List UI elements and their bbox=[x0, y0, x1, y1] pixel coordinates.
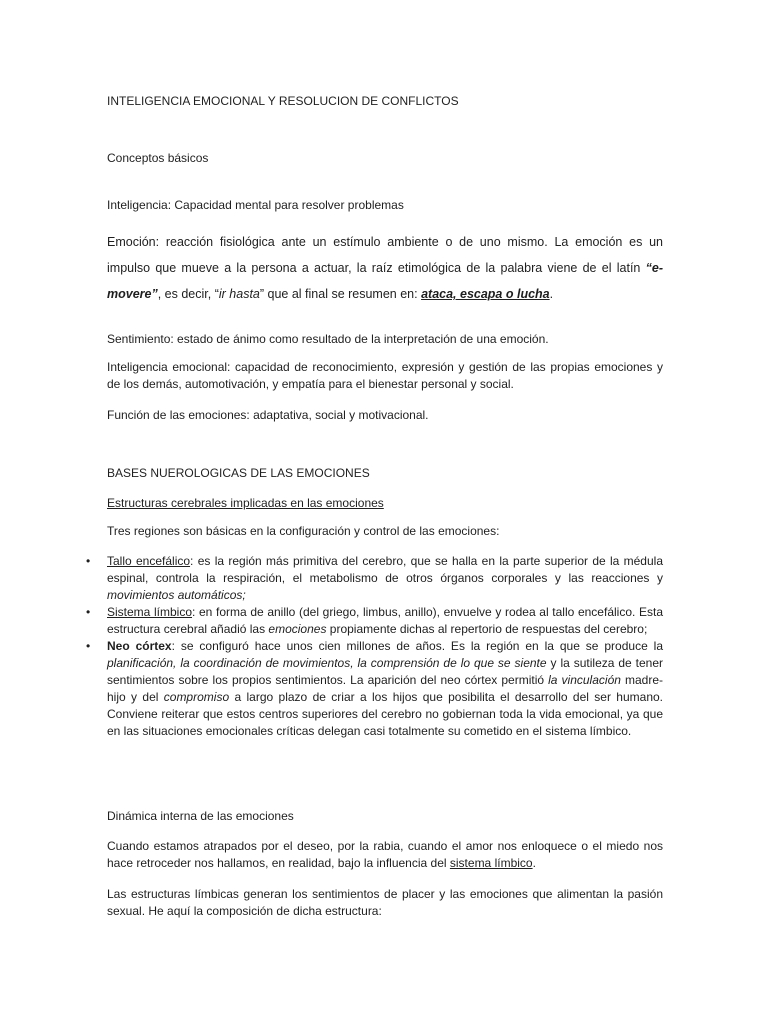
emocion-text-2: , es decir, “ bbox=[157, 287, 219, 301]
section-heading-dinamica: Dinámica interna de las emociones bbox=[107, 809, 294, 823]
emocion-text-1: Emoción: reacción fisiológica ante un estímulo ambiente o de uno mismo. La emoción es un impulso que mueve a la persona a actuar, la raíz etimológica de la palabra viene de el latín bbox=[107, 235, 663, 275]
paragraph-sentimiento: Sentimiento: estado de ánimo como resultado de la interpretación de una emoción. bbox=[107, 332, 549, 346]
neo-text-4: a largo plazo de criar a los hijos que posibilita el desarrollo del ser humano. Conviene reiterar que estos centros superiores del cerebro no gobiernan toda la vida emocional, ya que en las situaciones emocionales críticas delegan casi totalmente su cometido en el sistema límbico. bbox=[107, 690, 663, 738]
limbico-text-2: propiamente dichas al repertorio de respuestas del cerebro; bbox=[326, 622, 648, 636]
neo-label: Neo córtex bbox=[107, 639, 172, 653]
paragraph-emocion bbox=[107, 229, 663, 307]
ataca-escapa-lucha: ataca, escapa o lucha bbox=[421, 287, 550, 301]
emocion-text-4: . bbox=[549, 287, 554, 301]
subheading-estructuras: Estructuras cerebrales implicadas en las emociones bbox=[107, 496, 384, 510]
bullet-dot: • bbox=[86, 639, 91, 653]
neo-text-1: : se configuró hace unos cien millones de años. Es la región en la que se produce la bbox=[171, 639, 663, 653]
paragraph-funcion: Función de las emociones: adaptativa, social y motivacional. bbox=[107, 408, 429, 422]
section-heading-conceptos: Conceptos básicos bbox=[107, 151, 209, 165]
cuando-text-2: . bbox=[532, 856, 536, 870]
emovere-term: “e-movere” bbox=[107, 261, 663, 301]
limbico-italic: emociones bbox=[268, 622, 327, 636]
bullet-dot: • bbox=[86, 605, 91, 619]
paragraph-inteligencia-emocional: Inteligencia emocional: capacidad de reconocimiento, expresión y gestión de las propias emociones y de los demás, automotivación, y empatía para el bienestar personal y social. bbox=[107, 360, 663, 391]
sistema-limbico-emphasis: sistema límbico bbox=[449, 856, 533, 870]
paragraph-estructuras-limbicas: Las estructuras límbicas generan los sentimientos de placer y las emociones que alimentan la pasión sexual. He aquí la composición de dicha estructura: bbox=[107, 887, 663, 918]
neo-italic-3: compromiso bbox=[163, 690, 230, 704]
tallo-text: : es la región más primitiva del cerebro, que se halla en la parte superior de la médula espinal, controla la respiración, el metabolismo de otros órganos corporales y las reacciones y bbox=[107, 554, 663, 585]
ir-hasta-term: ir hasta bbox=[218, 287, 260, 301]
bullet-dot: • bbox=[86, 554, 91, 568]
tallo-italic: movimientos automáticos; bbox=[107, 588, 246, 602]
neo-italic-1: planificación, la coordinación de movimientos, la comprensión de lo que se siente bbox=[107, 656, 547, 670]
list-item-neo-cortex bbox=[86, 638, 664, 740]
cuando-text-1: Cuando estamos atrapados por el deseo, por la rabia, cuando el amor nos enloquece o el miedo nos hace retroceder nos hallamos, en realidad, bajo la influencia del bbox=[107, 839, 663, 870]
neo-italic-2: la vinculación bbox=[548, 673, 621, 687]
list-item-limbico bbox=[86, 604, 663, 638]
emocion-text-3: ” que al final se resumen en: bbox=[259, 287, 422, 301]
neo-text-3: madre-hijo y del bbox=[107, 673, 664, 704]
neo-text-2: y la sutileza de tener sentimientos sobre los propios sentimientos. La aparición del neo córtex permitió bbox=[107, 656, 663, 687]
limbico-text-1: : en forma de anillo (del griego, limbus, anillo), envuelve y rodea al tallo encefálico. Esta estructura cerebral añadió las bbox=[107, 605, 663, 636]
section-heading-bases: BASES NUEROLOGICAS DE LAS EMOCIONES bbox=[107, 466, 370, 480]
list-item-tallo bbox=[86, 553, 663, 604]
tallo-label: Tallo encefálico bbox=[107, 554, 191, 568]
paragraph-tres-regiones: Tres regiones son básicas en la configuración y control de las emociones: bbox=[107, 524, 500, 538]
brain-regions-list bbox=[86, 553, 664, 740]
document-title: INTELIGENCIA EMOCIONAL Y RESOLUCION DE CONFLICTOS bbox=[107, 94, 459, 108]
paragraph-inteligencia: Inteligencia: Capacidad mental para resolver problemas bbox=[107, 198, 404, 212]
paragraph-cuando bbox=[107, 838, 663, 872]
limbico-label: Sistema límbico bbox=[107, 605, 193, 619]
